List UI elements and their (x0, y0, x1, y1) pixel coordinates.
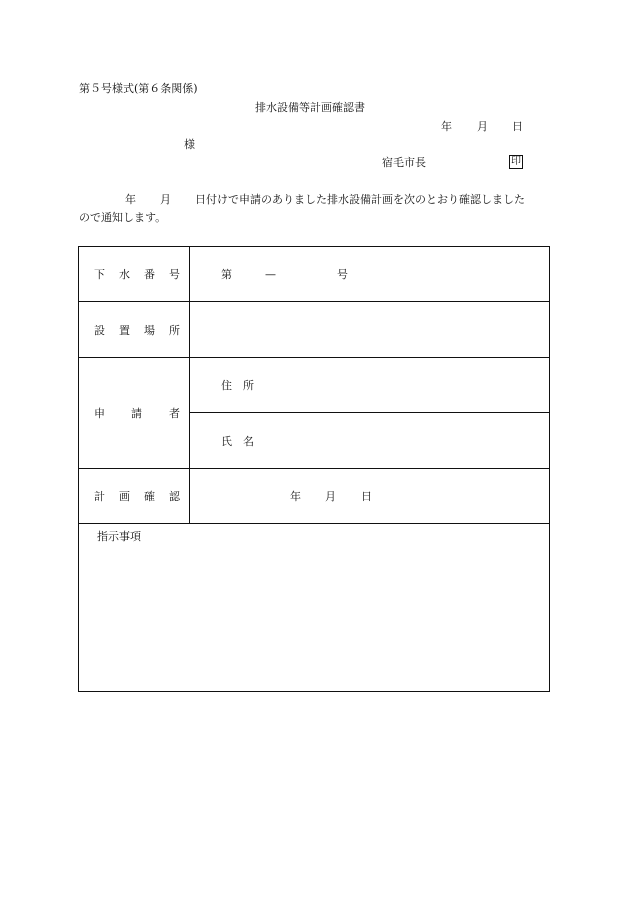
instructions-label: 指示事項 (97, 530, 141, 543)
label-location-1: 設 (94, 324, 105, 337)
row-divider (79, 357, 549, 358)
label-location-2: 置 (119, 324, 130, 337)
date-day-label: 日 (512, 120, 523, 133)
applicant-address-char2: 所 (243, 379, 254, 392)
label-applicant-2: 請 (131, 407, 142, 420)
column-divider (189, 247, 190, 523)
label-sewer-number-1: 下 (94, 268, 105, 281)
confirm-month-label: 月 (325, 490, 336, 503)
row-divider (79, 301, 549, 302)
label-plan-confirm-2: 画 (119, 490, 130, 503)
confirm-year-label: 年 (290, 490, 301, 503)
notice-text-line1: 日付けで申請のありました排水設備計画を次のとおり確認しました (195, 193, 525, 206)
label-location-3: 場 (144, 324, 155, 337)
addressee-suffix: 様 (184, 138, 195, 151)
notice-year-label: 年 (125, 193, 136, 206)
label-plan-confirm-3: 確 (144, 490, 155, 503)
label-plan-confirm-1: 計 (94, 490, 105, 503)
row-divider (79, 523, 549, 524)
sewer-number-dash: — (265, 268, 276, 281)
label-applicant-1: 申 (94, 407, 105, 420)
label-sewer-number-3: 番 (144, 268, 155, 281)
label-location-4: 所 (169, 324, 180, 337)
label-sewer-number-2: 水 (119, 268, 130, 281)
label-plan-confirm-4: 認 (169, 490, 180, 503)
date-month-label: 月 (477, 120, 488, 133)
confirm-day-label: 日 (361, 490, 372, 503)
label-sewer-number-4: 号 (169, 268, 180, 281)
sewer-number-prefix: 第 (221, 268, 232, 281)
confirmation-form-table (78, 246, 550, 692)
seal-mark: 印 (511, 156, 521, 167)
notice-month-label: 月 (160, 193, 171, 206)
date-year-label: 年 (441, 120, 452, 133)
label-applicant-3: 者 (169, 407, 180, 420)
sewer-number-suffix: 号 (337, 268, 348, 281)
form-number: 第５号様式(第６条関係) (79, 82, 198, 95)
row-divider (79, 468, 549, 469)
applicant-name-char1: 氏 (221, 435, 232, 448)
applicant-inner-divider (189, 412, 549, 413)
applicant-name-char2: 名 (243, 435, 254, 448)
issuer-name: 宿毛市長 (382, 156, 426, 169)
applicant-address-char1: 住 (221, 379, 232, 392)
notice-text-line2: ので通知します。 (79, 211, 167, 224)
document-title: 排水設備等計画確認書 (255, 101, 365, 114)
